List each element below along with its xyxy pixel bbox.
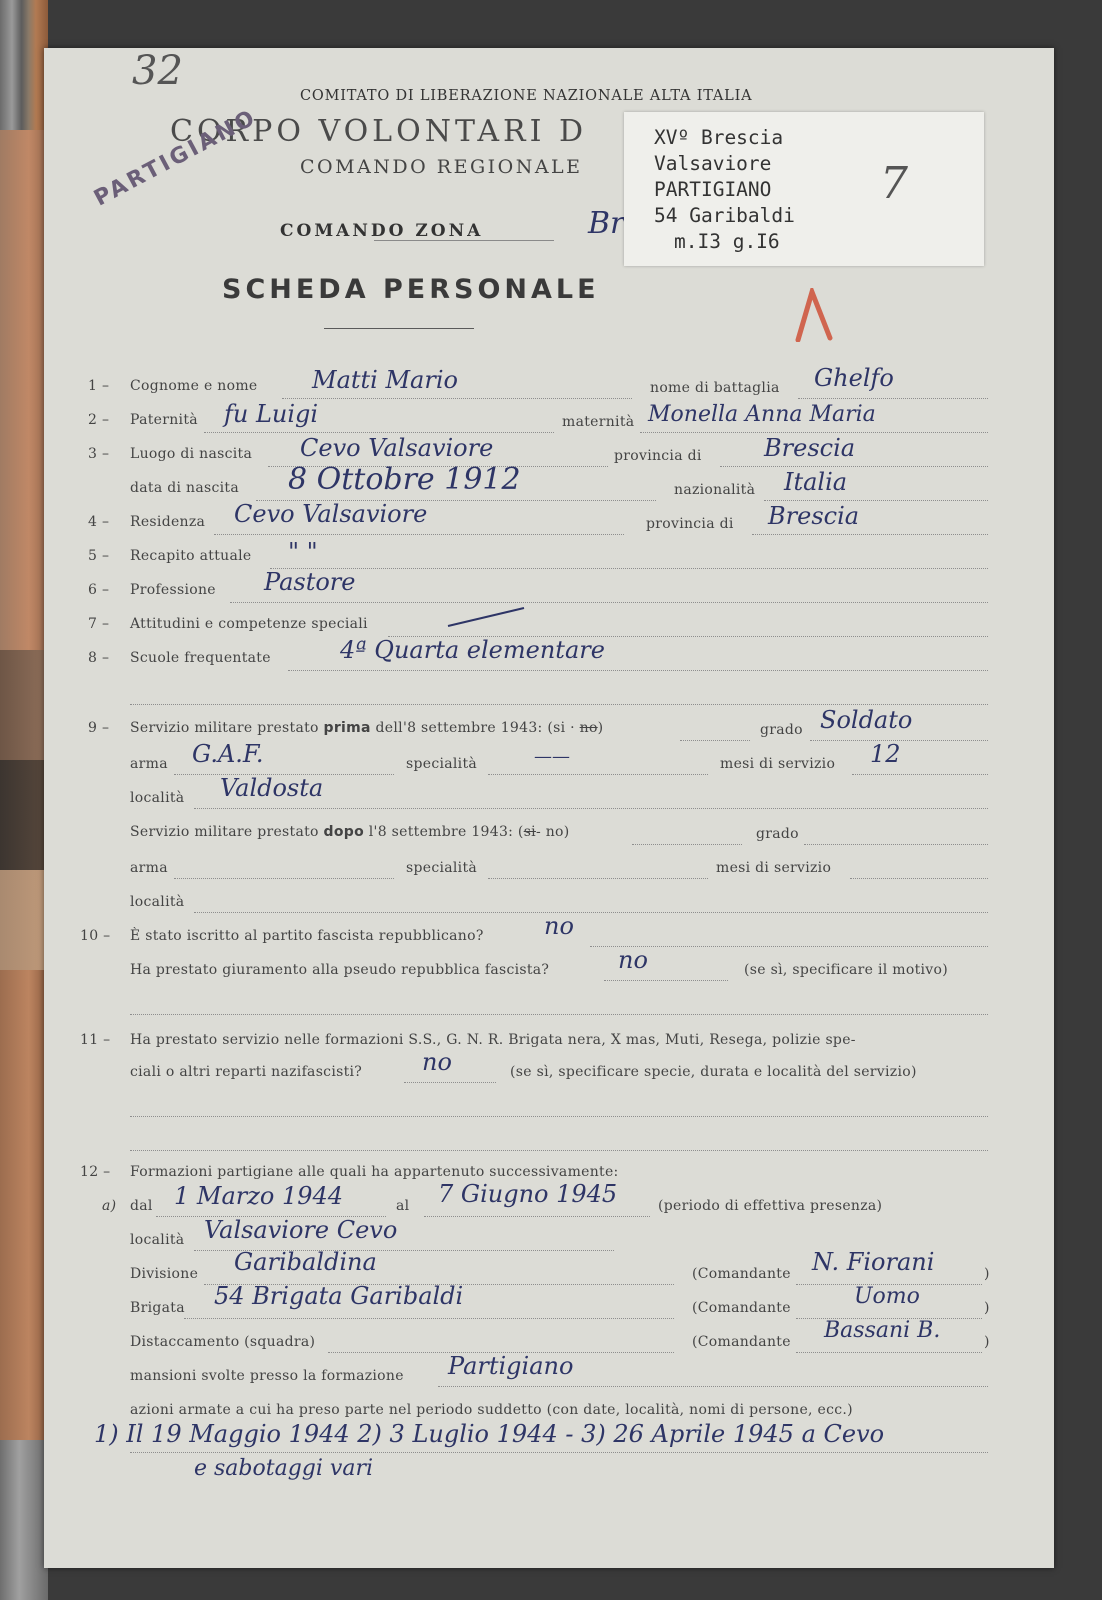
- field-8-num: 8 –: [88, 650, 110, 666]
- field-7-num: 7 –: [88, 616, 110, 632]
- field-surname-name-label: Cognome e nome: [130, 378, 258, 394]
- paren-close: ): [984, 1300, 990, 1316]
- field-oath-answer: no: [618, 946, 648, 974]
- field-division-value: Garibaldina: [234, 1248, 377, 1276]
- field-schools-label: Scuole frequentate: [130, 650, 271, 666]
- field-maternity-value: Monella Anna Maria: [648, 402, 876, 427]
- field-birthdate-label: data di nascita: [130, 480, 239, 496]
- field-division-commander-value: N. Fiorani: [812, 1248, 935, 1276]
- field-oath-question: Ha prestato giuramento alla pseudo repubblica fascista?: [130, 962, 550, 978]
- field-oath-note: (se sì, specificare il motivo): [744, 962, 948, 978]
- field-fascist-party-question: È stato iscritto al partito fascista repubblicano?: [130, 928, 484, 944]
- paren-close: ): [984, 1266, 990, 1282]
- field-residence-province-label: provincia di: [646, 516, 734, 532]
- field-detachment-commander-value: Bassani B.: [824, 1318, 941, 1343]
- field-profession-value: Pastore: [264, 568, 356, 596]
- header-regional-command: COMANDO REGIONALE: [300, 156, 583, 178]
- title-underline: [324, 328, 474, 329]
- red-caret-mark: [794, 288, 834, 342]
- field-1-num: 1 –: [88, 378, 110, 394]
- field-actions-line2: e sabotaggi vari: [194, 1456, 373, 1481]
- field-ss-service-question-line1: Ha prestato servizio nelle formazioni S.S., G. N. R. Brigata nera, X mas, Muti, Resega, polizie spe-: [130, 1032, 856, 1048]
- field-specialty-label: specialità: [406, 756, 478, 772]
- field-location-value: Valdosta: [220, 774, 324, 802]
- field-schools-value: 4ª Quarta elementare: [340, 636, 605, 664]
- field-formation-location-value: Valsaviore Cevo: [204, 1216, 398, 1244]
- field-from-value: 1 Marzo 1944: [174, 1182, 344, 1210]
- field-arm-label: arma: [130, 756, 168, 772]
- field-specialty-after-label: specialità: [406, 860, 478, 876]
- header-corps: CORPO VOLONTARI D: [170, 114, 588, 149]
- field-months-value: 12: [870, 740, 901, 768]
- field-2-num: 2 –: [88, 412, 110, 428]
- field-rank-after-label: grado: [756, 826, 799, 842]
- field-profession-label: Professione: [130, 582, 216, 598]
- field-actions-label: azioni armate a cui ha preso parte nel periodo suddetto (con date, località, nomi di persone, ecc.): [130, 1402, 853, 1418]
- label-line-2: Valsaviore: [654, 152, 772, 175]
- field-surname-name-value: Matti Mario: [312, 366, 458, 394]
- field-period-note: (periodo di effettiva presenza): [658, 1198, 883, 1214]
- field-ss-service-note: (se sì, specificare specie, durata e località del servizio): [510, 1064, 917, 1080]
- label-line-3: PARTIGIANO: [654, 178, 772, 201]
- field-arm-after-label: arma: [130, 860, 168, 876]
- field-formations-intro: Formazioni partigiane alle quali ha appartenuto successivamente:: [130, 1164, 619, 1180]
- field-aptitudes-dash: [444, 602, 528, 632]
- zone-value: Br: [588, 206, 625, 241]
- field-ss-service-answer: no: [422, 1048, 452, 1076]
- field-military-after-label: Servizio militare prestato dopo l'8 settembre 1943: (si- no): [130, 824, 570, 840]
- field-brigade-commander-value: Uomo: [854, 1284, 920, 1309]
- paren-close: ): [984, 1334, 990, 1350]
- field-6-num: 6 –: [88, 582, 110, 598]
- field-12-num: 12 –: [80, 1164, 111, 1180]
- header-committee: COMITATO DI LIBERAZIONE NAZIONALE ALTA ITALIA: [300, 88, 753, 104]
- field-residence-province-value: Brescia: [768, 502, 860, 530]
- field-division-label: Divisione: [130, 1266, 199, 1282]
- field-birth-province-value: Brescia: [764, 434, 856, 462]
- field-actions-line1: 1) Il 19 Maggio 1944 2) 3 Luglio 1944 - 3) 26 Aprile 1945 a Cevo: [94, 1420, 885, 1448]
- field-rank-value: Soldato: [820, 706, 913, 734]
- form-title: SCHEDA PERSONALE: [222, 274, 600, 305]
- field-months-label: mesi di servizio: [720, 756, 836, 772]
- label-line-4: 54 Garibaldi: [654, 204, 795, 227]
- field-residence-value: Cevo Valsaviore: [234, 500, 428, 528]
- field-5-num: 5 –: [88, 548, 110, 564]
- field-division-commander-label: (Comandante: [692, 1266, 791, 1282]
- field-to-label: al: [396, 1198, 410, 1214]
- field-duties-label: mansioni svolte presso la formazione: [130, 1368, 404, 1384]
- field-battle-name-value: Ghelfo: [814, 364, 894, 392]
- field-10-num: 10 –: [80, 928, 111, 944]
- field-location-label: località: [130, 790, 185, 806]
- field-formation-location-label: località: [130, 1232, 185, 1248]
- field-maternity-label: maternità: [562, 414, 635, 430]
- folio-number: 32: [132, 48, 183, 94]
- field-birthdate-value: 8 Ottobre 1912: [288, 462, 521, 497]
- field-military-before-label: Servizio militare prestato prima dell'8 settembre 1943: (si · no): [130, 720, 604, 736]
- field-battle-name-label: nome di battaglia: [650, 380, 780, 396]
- field-detachment-label: Distaccamento (squadra): [130, 1334, 316, 1350]
- field-to-value: 7 Giugno 1945: [438, 1180, 618, 1208]
- field-formation-a-marker: a): [102, 1198, 117, 1214]
- field-birthplace-label: Luogo di nascita: [130, 446, 253, 462]
- field-location-after-label: località: [130, 894, 185, 910]
- header-zone-command: COMANDO ZONA: [280, 221, 484, 241]
- book-binding: [0, 0, 48, 1600]
- field-paternity-label: Paternità: [130, 412, 198, 428]
- field-aptitudes-label: Attitudini e competenze speciali: [130, 616, 368, 632]
- field-9-num: 9 –: [88, 720, 110, 736]
- field-4-num: 4 –: [88, 514, 110, 530]
- field-nationality-label: nazionalità: [674, 482, 756, 498]
- field-address-label: Recapito attuale: [130, 548, 252, 564]
- field-brigade-label: Brigata: [130, 1300, 185, 1316]
- field-fascist-party-answer: no: [544, 912, 574, 940]
- partisan-stamp: PARTIGIANO: [90, 104, 262, 212]
- label-line-1: XVº Brescia: [654, 126, 784, 149]
- field-address-value: " ": [288, 538, 318, 566]
- field-3-num: 3 –: [88, 446, 110, 462]
- field-residence-label: Residenza: [130, 514, 206, 530]
- field-brigade-commander-label: (Comandante: [692, 1300, 791, 1316]
- archive-label: [624, 112, 984, 266]
- field-birth-province-label: provincia di: [614, 448, 702, 464]
- field-11-num: 11 –: [80, 1032, 111, 1048]
- field-nationality-value: Italia: [784, 468, 848, 496]
- label-mark: 7: [880, 158, 908, 209]
- field-from-label: dal: [130, 1198, 153, 1214]
- field-detachment-commander-label: (Comandante: [692, 1334, 791, 1350]
- field-arm-value: G.A.F.: [192, 740, 264, 768]
- field-brigade-value: 54 Brigata Garibaldi: [214, 1282, 464, 1310]
- field-duties-value: Partigiano: [448, 1352, 574, 1380]
- field-birthplace-value: Cevo Valsaviore: [300, 434, 494, 462]
- field-months-after-label: mesi di servizio: [716, 860, 832, 876]
- form-sheet: [44, 48, 1054, 1568]
- label-line-5: m.I3 g.I6: [674, 230, 780, 253]
- field-ss-service-question-line2: ciali o altri reparti nazifascisti?: [130, 1064, 363, 1080]
- field-rank-label: grado: [760, 722, 803, 738]
- field-specialty-value: ——: [534, 746, 570, 767]
- field-paternity-value: fu Luigi: [224, 400, 319, 428]
